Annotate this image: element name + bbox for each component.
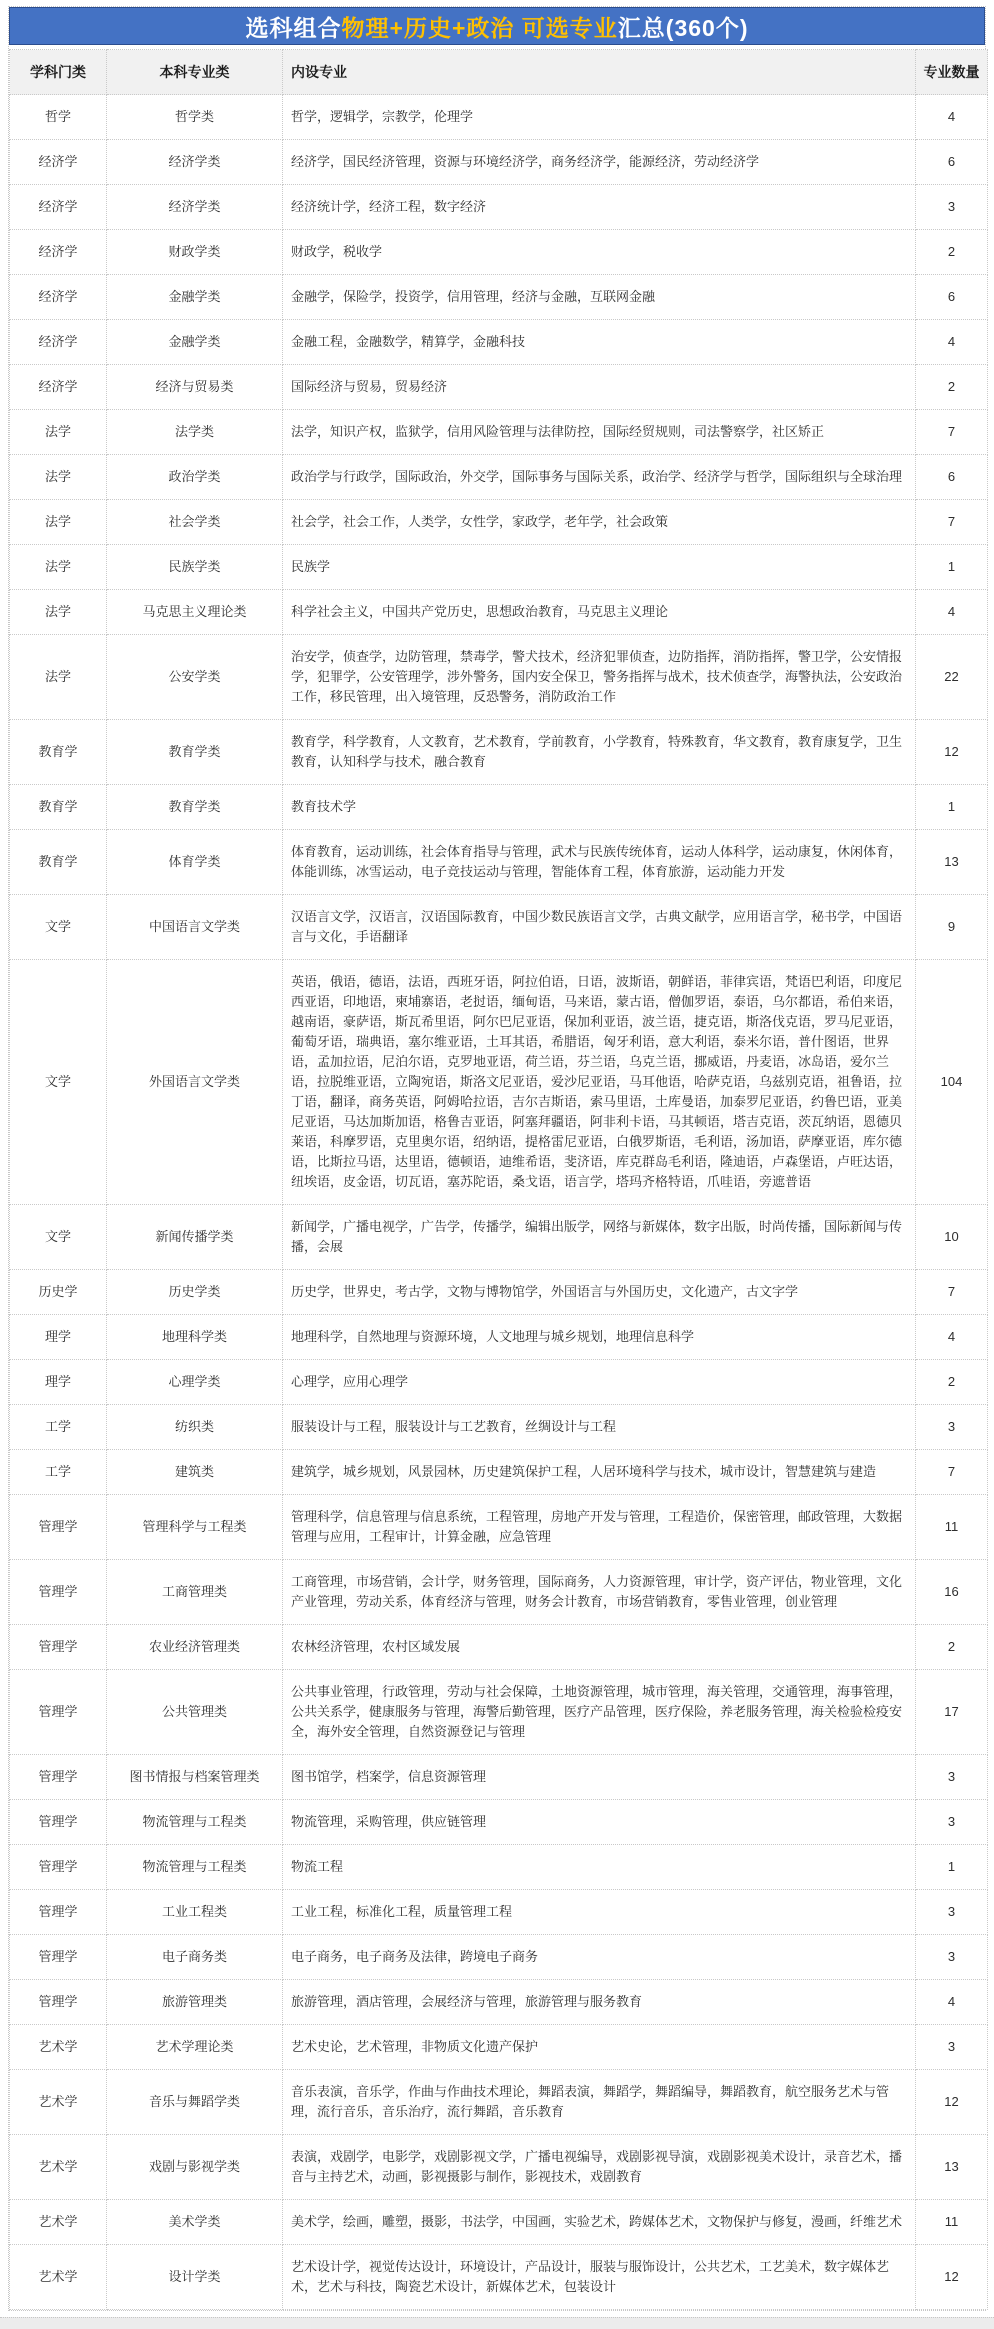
cell-major-class: 旅游管理类 [107,1980,283,2025]
cell-majors: 表演，戏剧学，电影学，戏剧影视文学，广播电视编导，戏剧影视导演，戏剧影视美术设计，录音艺术，播音与主持艺术，动画，影视摄影与制作，影视技术，戏剧教育 [283,2135,916,2200]
cell-subject-category: 管理学 [10,1495,107,1560]
page [0,6,994,2329]
table-row [10,1845,988,1890]
cell-major-class: 体育学类 [107,830,283,895]
cell-major-class: 马克思主义理论类 [107,590,283,635]
cell-major-class: 民族学类 [107,545,283,590]
cell-major-class: 政治学类 [107,455,283,500]
title-suffix: 汇总(360个) [617,14,749,41]
cell-major-count: 12 [916,2245,988,2310]
cell-major-class: 金融学类 [107,275,283,320]
cell-majors: 公共事业管理，行政管理，劳动与社会保障，土地资源管理，城市管理，海关管理，交通管理，海事管理，公共关系学，健康服务与管理，海警后勤管理，医疗产品管理，医疗保险，养老服务管理，海关检验检疫安全，海外安全管理，自然资源登记与管理 [283,1670,916,1755]
table-body [10,95,988,2310]
cell-majors: 工商管理，市场营销，会计学，财务管理，国际商务，人力资源管理，审计学，资产评估，物业管理，文化产业管理，劳动关系，体育经济与管理，财务会计教育，市场营销教育，零售业管理，创业管理 [283,1560,916,1625]
cell-subject-category: 教育学 [10,720,107,785]
cell-major-count: 11 [916,1495,988,1560]
header-row [10,50,988,95]
table-row [10,140,988,185]
cell-subject-category: 艺术学 [10,2025,107,2070]
cell-major-count: 2 [916,230,988,275]
cell-major-count: 7 [916,1450,988,1495]
cell-majors: 教育学，科学教育，人文教育，艺术教育，学前教育，小学教育，特殊教育，华文教育，教育康复学，卫生教育，认知科学与技术，融合教育 [283,720,916,785]
cell-majors: 民族学 [283,545,916,590]
cell-major-class: 艺术学理论类 [107,2025,283,2070]
cell-major-count: 2 [916,365,988,410]
cell-majors: 农林经济管理，农村区域发展 [283,1625,916,1670]
cell-major-count: 1 [916,785,988,830]
cell-majors: 哲学，逻辑学，宗教学，伦理学 [283,95,916,140]
table-row [10,500,988,545]
cell-subject-category: 管理学 [10,1800,107,1845]
cell-subject-category: 经济学 [10,230,107,275]
cell-subject-category: 经济学 [10,365,107,410]
title-prefix: 选科组合 [245,14,342,41]
cell-major-class: 教育学类 [107,785,283,830]
cell-majors: 金融工程，金融数学，精算学，金融科技 [283,320,916,365]
cell-major-count: 3 [916,1405,988,1450]
cell-subject-category: 文学 [10,960,107,1205]
table-row [10,1405,988,1450]
cell-majors: 物流工程 [283,1845,916,1890]
cell-majors: 政治学与行政学，国际政治，外交学，国际事务与国际关系，政治学、经济学与哲学，国际组织与全球治理 [283,455,916,500]
table-row [10,1935,988,1980]
cell-major-count: 17 [916,1670,988,1755]
cell-major-class: 哲学类 [107,95,283,140]
cell-subject-category: 历史学 [10,1270,107,1315]
cell-major-count: 9 [916,895,988,960]
cell-major-count: 13 [916,830,988,895]
cell-major-count: 4 [916,95,988,140]
cell-majors: 体育教育，运动训练，社会体育指导与管理，武术与民族传统体育，运动人体科学，运动康复，休闲体育，体能训练，冰雪运动，电子竞技运动与管理，智能体育工程，体育旅游，运动能力开发 [283,830,916,895]
cell-subject-category: 法学 [10,500,107,545]
footer-strip [0,2317,994,2329]
cell-major-count: 4 [916,1315,988,1360]
cell-subject-category: 艺术学 [10,2070,107,2135]
cell-subject-category: 哲学 [10,95,107,140]
cell-subject-category: 理学 [10,1360,107,1405]
cell-major-count: 2 [916,1625,988,1670]
cell-major-class: 社会学类 [107,500,283,545]
cell-majors: 社会学，社会工作，人类学，女性学，家政学，老年学，社会政策 [283,500,916,545]
table-row [10,2245,988,2310]
cell-major-count: 7 [916,1270,988,1315]
table-row [10,320,988,365]
table-row [10,230,988,275]
cell-major-count: 22 [916,635,988,720]
cell-subject-category: 管理学 [10,1845,107,1890]
col-header-major-count: 专业数量 [916,50,988,95]
cell-subject-category: 教育学 [10,785,107,830]
cell-major-count: 1 [916,1845,988,1890]
major-summary-sheet [8,6,986,2311]
col-header-major-class: 本科专业类 [107,50,283,95]
cell-majors: 科学社会主义，中国共产党历史，思想政治教育，马克思主义理论 [283,590,916,635]
table-row [10,1270,988,1315]
majors-table [9,49,988,2310]
table-row [10,1625,988,1670]
table-row [10,2070,988,2135]
cell-major-class: 音乐与舞蹈学类 [107,2070,283,2135]
cell-major-count: 3 [916,185,988,230]
cell-major-class: 公共管理类 [107,1670,283,1755]
cell-subject-category: 法学 [10,410,107,455]
cell-major-count: 16 [916,1560,988,1625]
cell-subject-category: 经济学 [10,275,107,320]
table-row [10,785,988,830]
cell-major-count: 12 [916,720,988,785]
cell-major-class: 物流管理与工程类 [107,1800,283,1845]
cell-major-count: 4 [916,590,988,635]
table-row [10,1360,988,1405]
cell-majors: 心理学，应用心理学 [283,1360,916,1405]
cell-subject-category: 法学 [10,590,107,635]
cell-majors: 历史学，世界史，考古学，文物与博物馆学，外国语言与外国历史，文化遗产，古文字学 [283,1270,916,1315]
table-row [10,2025,988,2070]
cell-subject-category: 艺术学 [10,2200,107,2245]
table-row [10,895,988,960]
cell-major-count: 3 [916,1890,988,1935]
table-row [10,960,988,1205]
cell-subject-category: 管理学 [10,1670,107,1755]
cell-majors: 英语，俄语，德语，法语，西班牙语，阿拉伯语，日语，波斯语，朝鲜语，菲律宾语，梵语巴利语，印度尼西亚语，印地语，柬埔寨语，老挝语，缅甸语，马来语，蒙古语，僧伽罗语，泰语，乌尔都语，希伯来语，越南语，豪萨语，斯瓦希里语，阿尔巴尼亚语，保加利亚语，波兰语，捷克语，斯洛伐克语，罗马尼亚语，葡萄牙语，瑞典语，塞尔维亚语，土耳其语，希腊语，匈牙利语，意大利语，泰米尔语，普什图语，世界语，孟加拉语，尼泊尔语，克罗地亚语，荷兰语，芬兰语，乌克兰语，挪威语，丹麦语，冰岛语，爱尔兰语，拉脱维亚语，立陶宛语，斯洛文尼亚语，爱沙尼亚语，马耳他语，哈萨克语，乌兹别克语，祖鲁语，拉丁语，翻译，商务英语，阿姆哈拉语，吉尔吉斯语，索马里语，土库曼语，加泰罗尼亚语，约鲁巴语，亚美尼亚语，马达加斯加语，格鲁吉亚语，阿塞拜疆语，阿非利卡语，马其顿语，塔吉克语，茨瓦纳语，恩德贝莱语，科摩罗语，克里奥尔语，绍纳语，提格雷尼亚语，白俄罗斯语，毛利语，汤加语，萨摩亚语，库尔德语，比斯拉马语，达里语，德顿语，迪维希语，斐济语，库克群岛毛利语，隆迪语，卢森堡语，卢旺达语，纽埃语，皮金语，切瓦语，塞苏陀语，桑戈语，语言学，塔玛齐格特语，爪哇语，旁遮普语 [283,960,916,1205]
table-row [10,1980,988,2025]
cell-major-count: 1 [916,545,988,590]
cell-subject-category: 文学 [10,895,107,960]
cell-subject-category: 艺术学 [10,2135,107,2200]
table-row [10,720,988,785]
cell-majors: 新闻学，广播电视学，广告学，传播学，编辑出版学，网络与新媒体，数字出版，时尚传播，国际新闻与传播，会展 [283,1205,916,1270]
cell-major-class: 美术学类 [107,2200,283,2245]
cell-subject-category: 艺术学 [10,2245,107,2310]
cell-major-class: 经济学类 [107,140,283,185]
cell-major-class: 工业工程类 [107,1890,283,1935]
table-row [10,1495,988,1560]
cell-major-class: 教育学类 [107,720,283,785]
cell-majors: 物流管理，采购管理，供应链管理 [283,1800,916,1845]
cell-subject-category: 文学 [10,1205,107,1270]
table-title [9,7,985,45]
cell-major-class: 图书情报与档案管理类 [107,1755,283,1800]
cell-majors: 电子商务，电子商务及法律，跨境电子商务 [283,1935,916,1980]
cell-major-count: 104 [916,960,988,1205]
cell-major-class: 金融学类 [107,320,283,365]
cell-subject-category: 管理学 [10,1980,107,2025]
table-row [10,1205,988,1270]
cell-majors: 音乐表演，音乐学，作曲与作曲技术理论，舞蹈表演，舞蹈学，舞蹈编导，舞蹈教育，航空服务艺术与管理，流行音乐，音乐治疗，流行舞蹈，音乐教育 [283,2070,916,2135]
cell-major-count: 4 [916,320,988,365]
table-row [10,275,988,320]
cell-majors: 图书馆学，档案学，信息资源管理 [283,1755,916,1800]
cell-subject-category: 法学 [10,545,107,590]
cell-major-class: 地理科学类 [107,1315,283,1360]
cell-major-count: 10 [916,1205,988,1270]
cell-majors: 旅游管理，酒店管理，会展经济与管理，旅游管理与服务教育 [283,1980,916,2025]
cell-major-count: 13 [916,2135,988,2200]
table-row [10,2135,988,2200]
cell-major-class: 历史学类 [107,1270,283,1315]
cell-major-count: 4 [916,1980,988,2025]
cell-major-class: 电子商务类 [107,1935,283,1980]
cell-major-count: 3 [916,1755,988,1800]
table-row [10,365,988,410]
cell-subject-category: 管理学 [10,1625,107,1670]
cell-major-class: 纺织类 [107,1405,283,1450]
cell-major-count: 7 [916,500,988,545]
cell-major-count: 3 [916,1800,988,1845]
table-row [10,1670,988,1755]
cell-subject-category: 经济学 [10,320,107,365]
cell-major-class: 公安学类 [107,635,283,720]
table-row [10,635,988,720]
cell-subject-category: 理学 [10,1315,107,1360]
cell-subject-category: 管理学 [10,1935,107,1980]
cell-majors: 法学，知识产权，监狱学，信用风险管理与法律防控，国际经贸规则，司法警察学，社区矫正 [283,410,916,455]
cell-majors: 艺术设计学，视觉传达设计，环境设计，产品设计，服装与服饰设计，公共艺术，工艺美术，数字媒体艺术，艺术与科技，陶瓷艺术设计，新媒体艺术，包装设计 [283,2245,916,2310]
cell-major-class: 中国语言文学类 [107,895,283,960]
cell-subject-category: 经济学 [10,140,107,185]
cell-subject-category: 法学 [10,455,107,500]
cell-major-count: 12 [916,2070,988,2135]
cell-major-class: 经济与贸易类 [107,365,283,410]
cell-major-count: 3 [916,1935,988,1980]
cell-major-count: 6 [916,140,988,185]
table-row [10,1450,988,1495]
cell-major-class: 心理学类 [107,1360,283,1405]
table-row [10,1800,988,1845]
cell-subject-category: 工学 [10,1405,107,1450]
cell-major-class: 法学类 [107,410,283,455]
cell-majors: 美术学，绘画，雕塑，摄影，书法学，中国画，实验艺术，跨媒体艺术，文物保护与修复，漫画，纤维艺术 [283,2200,916,2245]
cell-majors: 治安学，侦查学，边防管理，禁毒学，警犬技术，经济犯罪侦查，边防指挥，消防指挥，警卫学，公安情报学，犯罪学，公安管理学，涉外警务，国内安全保卫，警务指挥与战术，技术侦查学，海警执法，公安政治工作，移民管理，出入境管理，反恐警务，消防政治工作 [283,635,916,720]
cell-major-count: 6 [916,455,988,500]
table-row [10,1315,988,1360]
cell-major-class: 财政学类 [107,230,283,275]
col-header-subject-category: 学科门类 [10,50,107,95]
cell-majors: 经济统计学，经济工程，数字经济 [283,185,916,230]
cell-majors: 金融学，保险学，投资学，信用管理，经济与金融，互联网金融 [283,275,916,320]
cell-subject-category: 经济学 [10,185,107,230]
cell-subject-category: 教育学 [10,830,107,895]
table-row [10,95,988,140]
cell-major-count: 2 [916,1360,988,1405]
cell-majors: 教育技术学 [283,785,916,830]
cell-majors: 汉语言文学，汉语言，汉语国际教育，中国少数民族语言文学，古典文献学，应用语言学，秘书学，中国语言与文化，手语翻译 [283,895,916,960]
table-row [10,2200,988,2245]
table-row [10,590,988,635]
cell-subject-category: 工学 [10,1450,107,1495]
cell-subject-category: 法学 [10,635,107,720]
table-row [10,1560,988,1625]
cell-subject-category: 管理学 [10,1890,107,1935]
cell-major-class: 外国语言文学类 [107,960,283,1205]
cell-majors: 服装设计与工程，服装设计与工艺教育，丝绸设计与工程 [283,1405,916,1450]
cell-major-class: 建筑类 [107,1450,283,1495]
cell-major-class: 物流管理与工程类 [107,1845,283,1890]
cell-majors: 国际经济与贸易，贸易经济 [283,365,916,410]
cell-subject-category: 管理学 [10,1755,107,1800]
cell-majors: 工业工程，标准化工程，质量管理工程 [283,1890,916,1935]
table-row [10,1755,988,1800]
cell-major-count: 11 [916,2200,988,2245]
table-row [10,1890,988,1935]
table-row [10,545,988,590]
cell-majors: 建筑学，城乡规划，风景园林，历史建筑保护工程，人居环境科学与技术，城市设计，智慧建筑与建造 [283,1450,916,1495]
table-row [10,410,988,455]
cell-major-count: 6 [916,275,988,320]
table-row [10,830,988,895]
cell-majors: 经济学，国民经济管理，资源与环境经济学，商务经济学，能源经济，劳动经济学 [283,140,916,185]
cell-major-class: 农业经济管理类 [107,1625,283,1670]
cell-major-count: 7 [916,410,988,455]
cell-major-class: 设计学类 [107,2245,283,2310]
cell-subject-category: 管理学 [10,1560,107,1625]
cell-major-class: 管理科学与工程类 [107,1495,283,1560]
cell-major-class: 经济学类 [107,185,283,230]
title-highlight: 物理+历史+政治 可选专业 [341,14,618,41]
cell-major-class: 新闻传播学类 [107,1205,283,1270]
col-header-majors: 内设专业 [283,50,916,95]
cell-major-count: 3 [916,2025,988,2070]
cell-majors: 管理科学，信息管理与信息系统，工程管理，房地产开发与管理，工程造价，保密管理，邮政管理，大数据管理与应用，工程审计，计算金融，应急管理 [283,1495,916,1560]
cell-major-class: 工商管理类 [107,1560,283,1625]
cell-majors: 地理科学，自然地理与资源环境，人文地理与城乡规划，地理信息科学 [283,1315,916,1360]
cell-majors: 艺术史论，艺术管理，非物质文化遗产保护 [283,2025,916,2070]
cell-majors: 财政学，税收学 [283,230,916,275]
table-row [10,455,988,500]
cell-major-class: 戏剧与影视学类 [107,2135,283,2200]
table-row [10,185,988,230]
